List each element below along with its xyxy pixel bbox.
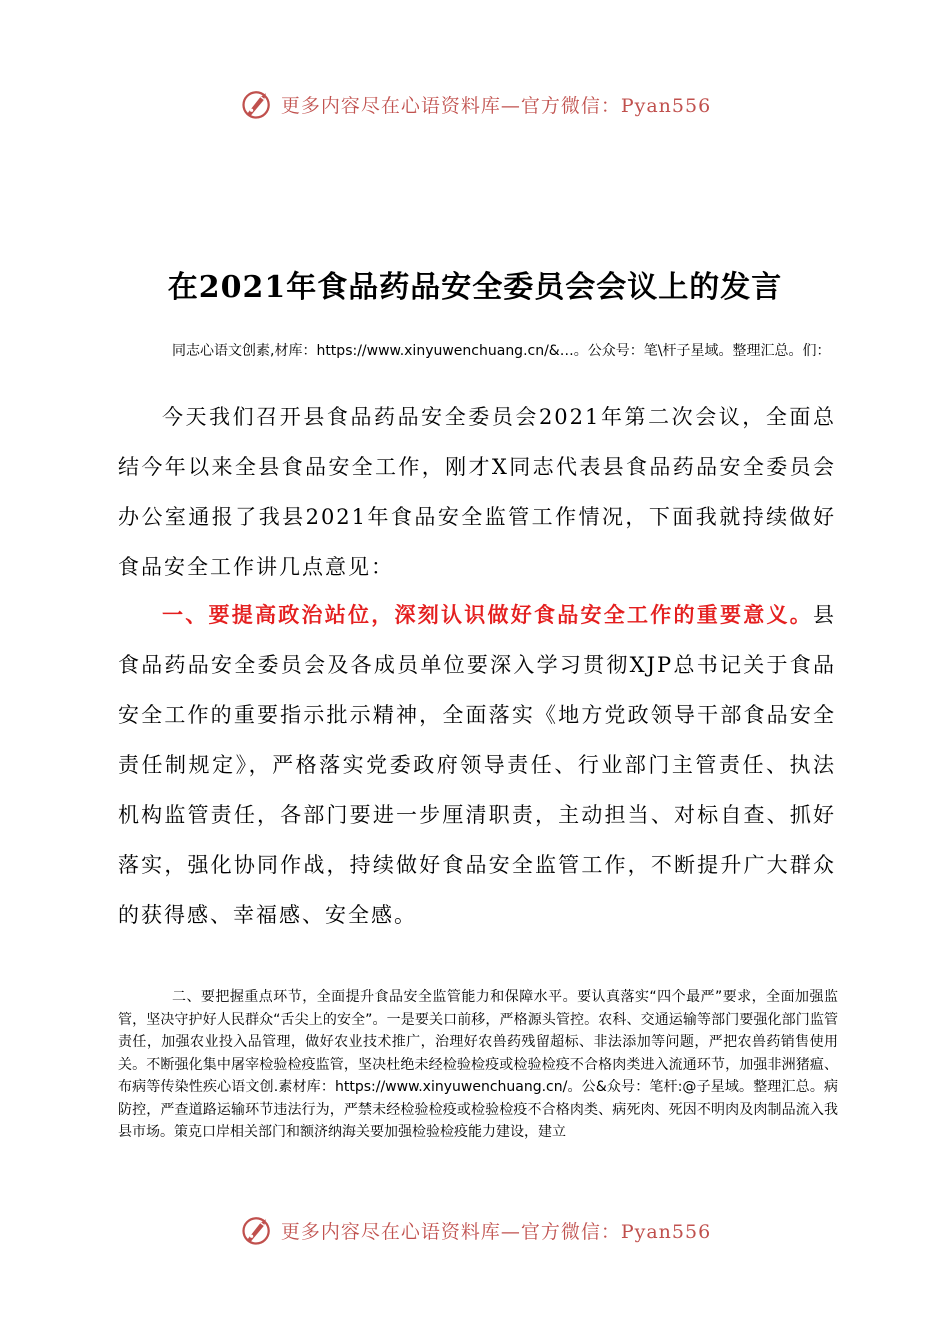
banner-text: 更多内容尽在心语资料库—官方微信：Pyan556 bbox=[280, 1220, 712, 1243]
header-banner bbox=[0, 84, 950, 124]
footer-banner bbox=[0, 1210, 950, 1250]
paragraph-section-two: 二、要把握重点环节，全面提升食品安全监管能力和保障水平。要认真落实“四个最严”要求，全面加强监管，坚决守护好人民群众“舌尖上的安全”。一是要关口前移，严格源头管控。农科、交通运输等部门要强化部门监管责任，加强农业投入品管理，做好农业技术推广，治理好农兽药残留超标、非法添加等问题，严把农兽药销售使用关。不断强化集中屠宰检验检疫监管，坚决杜绝未经检验检疫或检验检疫不合格肉类进入流通环节，加强非洲猪瘟、布病等传染性疾心语文创.素材库：https://www.xinyuwenchuang.cn/。公&众号：笔杆:@子星域。整理汇总。病防控，严查道路运输环节违法行为，严禁未经检验检疫或检验检疫不合格肉类、病死肉、死因不明肉及肉制品流入我县市场。策克口岸相关部门和额济纳海关要加强检验检疫能力建设，建立 bbox=[118, 989, 838, 1140]
pen-nib-circle-icon bbox=[239, 86, 275, 122]
section-one-body: 县食品药品安全委员会及各成员单位要深入学习贯彻XJP总书记关于食品安全工作的重要指示批示精神，全面落实《地方党政领导干部食品安全责任制规定》，严格落实党委政府领导责任、行业部门主管责任、执法机构监管责任，各部门要进一步厘清职责，主动担当、对标自查、抓好落实，强化协同作战，持续做好食品安全监管工作，不断提升广大群众的获得感、幸福感、安全感。 bbox=[118, 603, 836, 927]
paragraph-section-one bbox=[118, 590, 836, 940]
section-one-heading: 一、要提高政治站位，深刻认识做好食品安全工作的重要意义。 bbox=[162, 603, 813, 627]
pen-nib-circle-icon bbox=[239, 1212, 275, 1248]
source-note: 同志心语文创素,材库：https://www.xinyuwenchuang.cn/&…。公众号：笔\杆子星域。整理汇总。们： bbox=[172, 343, 831, 359]
paragraph-intro: 今天我们召开县食品药品安全委员会2021年第二次会议，全面总结今年以来全县食品安全工作，刚才X同志代表县食品药品安全委员会办公室通报了我县2021年食品安全监管工作情况，下面我就持续做好食品安全工作讲几点意见： bbox=[118, 405, 836, 579]
page-title: 在2021年食品药品安全委员会会议上的发言 bbox=[167, 270, 783, 305]
banner-text: 更多内容尽在心语资料库—官方微信：Pyan556 bbox=[280, 94, 712, 117]
